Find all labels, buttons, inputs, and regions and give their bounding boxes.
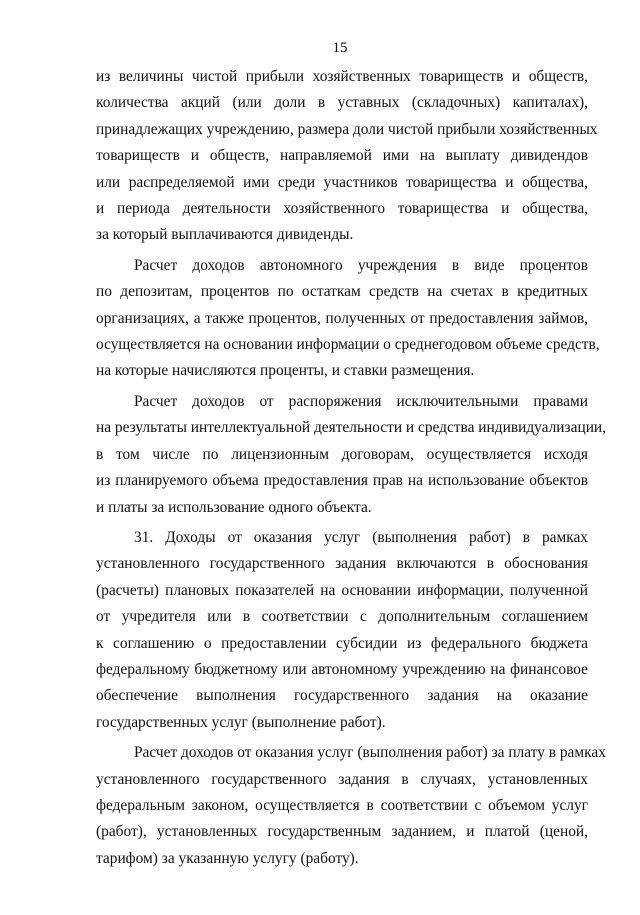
text-line: тарифом) за указанную услугу (работу). [96,849,359,867]
text-line: по депозитам, процентов по остаткам средств на счетах в кредитных [96,283,588,301]
text-line: за который выплачиваются дивиденды. [96,226,354,244]
text-line: (расчеты) плановых показателей на основании информации, полученной [96,581,588,599]
text-line: от учредителя или в соответствии с дополнительным соглашением [96,608,588,626]
text-line: и платы за использование одного объекта. [96,498,372,516]
text-line: осуществляется на основании информации о среднегодовом объеме средств, [96,336,600,354]
text-line: организациях, а также процентов, полученных от предоставления займов, [96,309,588,327]
text-line: на которые начисляются проценты, и ставки размещения. [96,362,475,380]
text-line: из планируемого объема предоставления прав на использование объектов [96,472,588,490]
text-line: на результаты интеллектуальной деятельности и средства индивидуализации, [96,419,607,437]
text-line: федеральному бюджетному или автономному учреждению на финансовое [96,660,588,678]
paragraph-2 [96,253,600,385]
text-line: и периода деятельности хозяйственного товарищества и общества, [96,200,588,218]
paragraph-3 [96,389,607,521]
paragraph-1 [96,64,598,249]
text-line: товариществ и обществ, направляемой ими на выплату дивидендов [96,147,588,165]
text-line: (работ), установленных государственным заданием, и платой (ценой, [96,823,588,841]
text-line: количества акций (или доли в уставных (складочных) капиталах), [96,94,588,112]
paragraph-4 [96,525,588,736]
text-line: к соглашению о предоставлении субсидии из федерального бюджета [96,634,588,652]
text-line: принадлежащих учреждению, размера доли чистой прибыли хозяйственных [96,120,598,138]
text-line: установленного государственного задания включаются в обоснования [96,555,588,573]
text-line: федеральным законом, осуществляется в соответствии с объемом услуг [96,796,588,814]
text-line: 31. Доходы от оказания услуг (выполнения работ) в рамках [134,528,588,546]
page-number: 15 [332,40,348,56]
text-line: или распределяемой ими среди участников товарищества и общества, [96,173,588,191]
text-line: Расчет доходов от распоряжения исключительными правами [134,392,588,410]
document-body [96,64,607,872]
paragraph-5 [96,740,606,872]
text-line: обеспечение выполнения государственного задания на оказание [96,687,588,705]
text-line: Расчет доходов от оказания услуг (выполнения работ) за плату в рамках [134,744,606,762]
text-line: из величины чистой прибыли хозяйственных товариществ и обществ, [96,68,588,85]
text-line: Расчет доходов автономного учреждения в виде процентов [134,256,588,274]
text-line: установленного государственного задания в случаях, установленных [96,770,588,788]
text-line: государственных услуг (выполнение работ). [96,713,386,731]
text-line: в том числе по лицензионным договорам, осуществляется исходя [96,445,588,463]
